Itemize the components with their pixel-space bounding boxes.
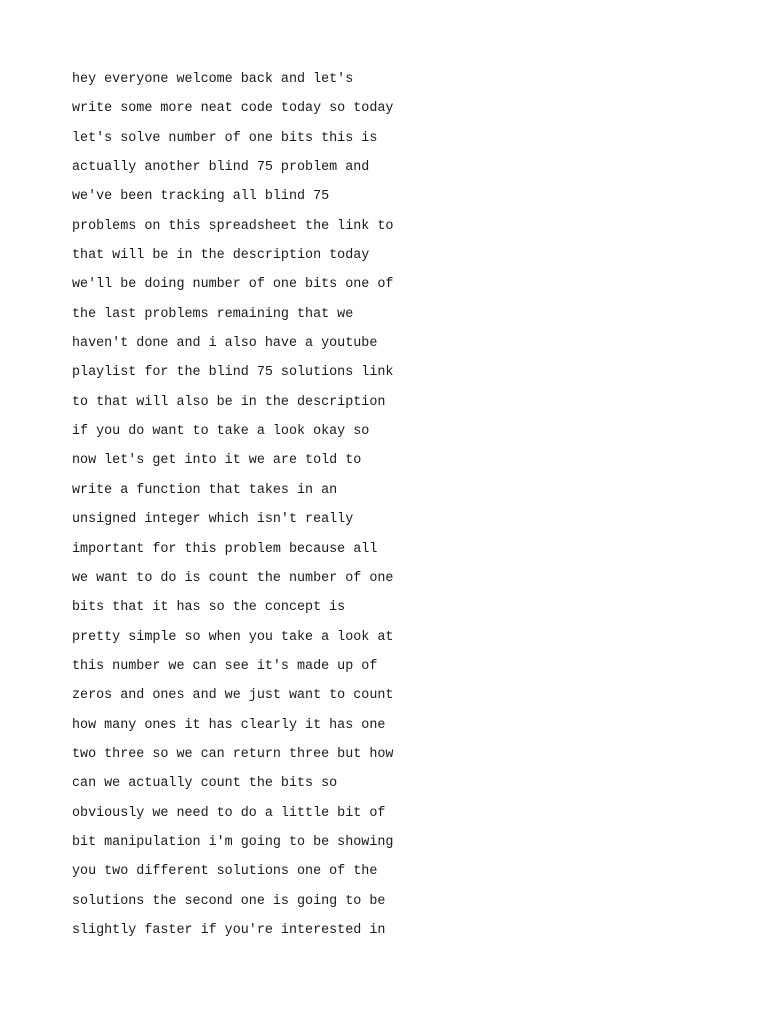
text-line: actually another blind 75 problem and (72, 160, 370, 176)
text-line: this number we can see it's made up of (72, 658, 378, 674)
text-line: pretty simple so when you take a look at (72, 629, 394, 645)
text-line: hey everyone welcome back and let's (72, 72, 354, 87)
text-line: important for this problem because all (72, 541, 378, 557)
transcript-text (72, 65, 393, 945)
text-line: if you do want to take a look okay so (72, 424, 370, 440)
text-line: playlist for the blind 75 solutions link (72, 365, 394, 381)
text-line: we've been tracking all blind 75 (72, 189, 330, 205)
text-line: obviously we need to do a little bit of (72, 805, 386, 821)
text-line: how many ones it has clearly it has one (72, 717, 386, 733)
text-line: haven't done and i also have a youtube (72, 336, 378, 352)
text-line: now let's get into it we are told to (72, 453, 362, 469)
text-line: zeros and ones and we just want to count (72, 688, 394, 704)
text-line: slightly faster if you're interested in (72, 922, 386, 938)
text-line: bit manipulation i'm going to be showing (72, 834, 394, 850)
text-line: we'll be doing number of one bits one of (72, 277, 394, 293)
text-line: problems on this spreadsheet the link to (72, 218, 394, 234)
text-line: two three so we can return three but how (72, 746, 394, 762)
text-line: solutions the second one is going to be (72, 893, 386, 909)
text-line: write some more neat code today so today (72, 101, 394, 117)
text-line: that will be in the description today (72, 248, 370, 264)
text-line: unsigned integer which isn't really (72, 512, 354, 528)
text-line: bits that it has so the concept is (72, 600, 346, 616)
text-line: can we actually count the bits so (72, 776, 338, 792)
text-line: the last problems remaining that we (72, 306, 354, 322)
text-line: we want to do is count the number of one (72, 570, 394, 586)
text-line: you two different solutions one of the (72, 864, 378, 880)
text-line: write a function that takes in an (72, 482, 338, 498)
text-line: let's solve number of one bits this is (72, 130, 378, 146)
text-line: to that will also be in the description (72, 394, 386, 410)
